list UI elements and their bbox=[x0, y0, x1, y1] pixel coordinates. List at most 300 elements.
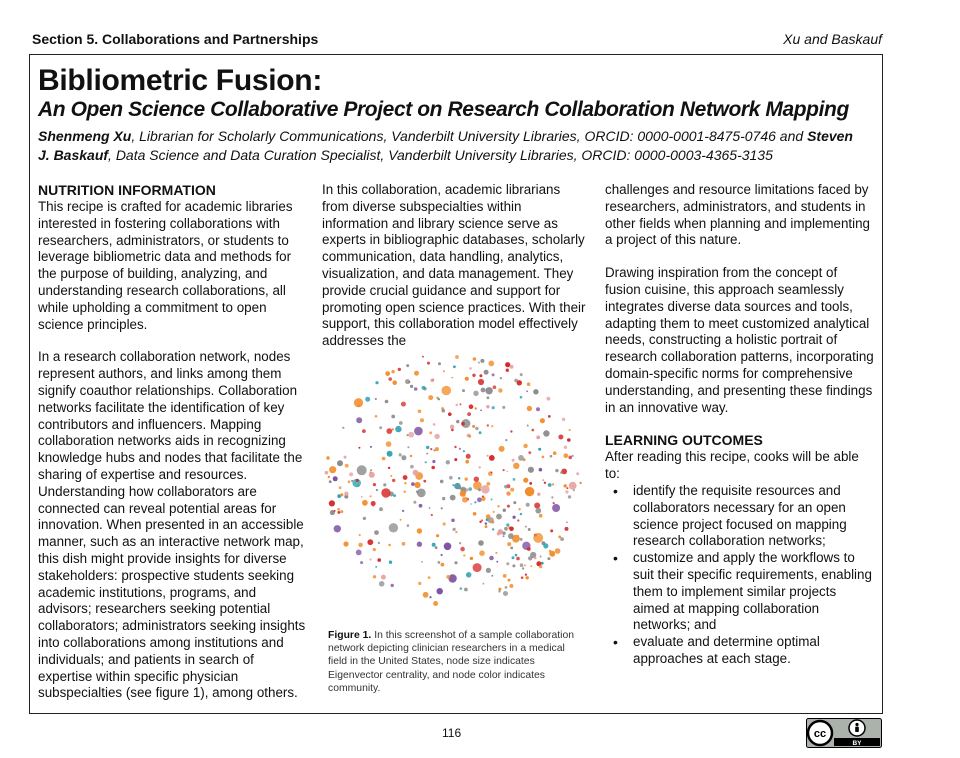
network-node bbox=[410, 385, 413, 388]
network-node bbox=[525, 526, 527, 528]
network-node bbox=[520, 538, 523, 541]
network-node bbox=[428, 576, 431, 579]
network-node bbox=[339, 486, 342, 489]
network-node bbox=[496, 514, 502, 520]
network-node bbox=[413, 501, 416, 504]
network-node bbox=[387, 451, 393, 457]
network-node bbox=[527, 425, 529, 427]
network-node bbox=[507, 542, 511, 546]
network-node bbox=[566, 521, 568, 523]
network-node bbox=[455, 531, 457, 533]
network-node bbox=[455, 355, 459, 359]
network-node bbox=[469, 367, 472, 370]
network-node bbox=[451, 377, 453, 379]
cc-text: cc bbox=[813, 728, 827, 740]
network-node bbox=[481, 519, 483, 521]
network-node bbox=[492, 528, 494, 530]
network-node bbox=[334, 525, 341, 532]
network-node bbox=[414, 371, 419, 376]
network-node bbox=[375, 566, 377, 568]
network-node bbox=[479, 374, 482, 377]
network-node bbox=[349, 472, 353, 476]
network-node bbox=[491, 521, 494, 524]
network-node bbox=[502, 406, 505, 409]
network-node bbox=[414, 387, 418, 391]
page-number: 116 bbox=[442, 726, 462, 740]
network-node bbox=[470, 557, 473, 560]
network-node bbox=[448, 574, 456, 582]
network-node bbox=[480, 359, 484, 363]
network-node bbox=[399, 421, 403, 425]
network-node bbox=[429, 507, 431, 509]
network-node bbox=[358, 543, 363, 548]
network-node bbox=[392, 479, 395, 482]
network-node bbox=[351, 480, 353, 482]
network-node bbox=[560, 471, 563, 474]
network-node bbox=[390, 475, 392, 477]
network-node bbox=[509, 527, 514, 532]
network-node bbox=[464, 588, 468, 592]
network-node bbox=[421, 561, 423, 563]
network-node bbox=[358, 405, 361, 408]
network-node bbox=[326, 456, 329, 459]
figure-label: Figure 1. bbox=[328, 630, 372, 641]
network-node bbox=[486, 405, 489, 408]
network-node bbox=[388, 467, 390, 469]
network-node bbox=[377, 558, 381, 562]
network-node bbox=[479, 550, 485, 556]
network-node bbox=[563, 453, 568, 458]
network-node bbox=[391, 584, 394, 587]
network-node bbox=[385, 400, 389, 404]
network-node bbox=[488, 361, 494, 367]
network-node bbox=[356, 550, 362, 556]
network-node bbox=[423, 592, 429, 598]
learning-outcomes-intro: After reading this recipe, cooks will be able to: bbox=[605, 449, 859, 482]
network-node bbox=[565, 490, 568, 493]
network-node bbox=[568, 495, 571, 498]
network-node bbox=[513, 478, 516, 481]
network-node bbox=[426, 453, 428, 455]
network-node bbox=[417, 528, 422, 533]
network-node bbox=[576, 472, 579, 475]
network-node bbox=[566, 487, 568, 489]
network-node bbox=[517, 519, 519, 521]
network-node bbox=[454, 446, 456, 448]
network-node bbox=[367, 539, 373, 545]
column-right bbox=[605, 182, 875, 668]
network-node bbox=[475, 427, 478, 430]
network-node bbox=[474, 477, 479, 482]
network-node bbox=[567, 438, 571, 442]
network-node bbox=[539, 468, 543, 472]
network-node bbox=[565, 527, 569, 531]
nutrition-heading: NUTRITION INFORMATION bbox=[38, 182, 216, 198]
network-node bbox=[344, 456, 347, 459]
network-node bbox=[370, 446, 372, 448]
network-node bbox=[504, 527, 508, 531]
network-node bbox=[536, 436, 540, 440]
network-node bbox=[506, 369, 509, 372]
network-node bbox=[523, 478, 528, 483]
network-node bbox=[473, 512, 477, 516]
network-node bbox=[539, 565, 542, 568]
network-node bbox=[473, 391, 478, 396]
network-node bbox=[539, 514, 543, 518]
network-node bbox=[533, 389, 538, 394]
network-node bbox=[543, 430, 549, 436]
network-node bbox=[534, 557, 537, 560]
network-node bbox=[446, 460, 450, 464]
network-node bbox=[430, 448, 432, 450]
network-node bbox=[343, 541, 348, 546]
network-node bbox=[493, 511, 495, 513]
network-node bbox=[538, 448, 541, 451]
network-node bbox=[432, 460, 435, 463]
network-node bbox=[446, 575, 450, 579]
nutrition-paragraph-1: This recipe is crafted for academic libraries interested in fostering collaborations with researchers, administrators, or students to leverage bibliometric data and methods for the purpose of building, analyzing, and understanding research collaborations, all while upholding a commitment to open science principles. bbox=[38, 199, 293, 332]
network-node bbox=[542, 456, 545, 459]
network-node bbox=[455, 484, 458, 487]
network-node bbox=[375, 398, 377, 400]
network-node bbox=[478, 488, 481, 491]
network-node bbox=[411, 482, 415, 486]
author-line bbox=[38, 127, 868, 165]
network-node bbox=[473, 563, 482, 572]
network-node bbox=[448, 412, 452, 416]
network-node bbox=[564, 446, 567, 449]
network-node bbox=[500, 377, 502, 379]
network-node bbox=[356, 479, 359, 482]
network-node bbox=[389, 523, 398, 532]
network-node bbox=[435, 546, 438, 549]
network-node bbox=[381, 488, 390, 497]
running-authors: Xu and Baskauf bbox=[783, 31, 882, 47]
network-node bbox=[467, 412, 471, 416]
collaboration-network-figure bbox=[322, 344, 586, 616]
network-node bbox=[531, 429, 534, 432]
network-node bbox=[483, 583, 485, 585]
network-node bbox=[492, 373, 495, 376]
network-node bbox=[478, 362, 480, 364]
network-node bbox=[486, 568, 491, 573]
network-node bbox=[524, 565, 526, 567]
network-node bbox=[562, 418, 565, 421]
column-middle bbox=[322, 182, 588, 350]
network-node bbox=[407, 524, 410, 527]
network-node bbox=[383, 483, 386, 486]
network-node bbox=[333, 476, 338, 481]
network-node bbox=[547, 397, 551, 401]
network-node bbox=[534, 503, 540, 509]
network-node bbox=[388, 544, 390, 546]
network-node bbox=[337, 508, 340, 511]
outcome-item: • identify the requisite resources and collaborators necessary for an open science project focused on mapping research collaboration networks; bbox=[605, 483, 875, 550]
network-node bbox=[486, 514, 491, 519]
figure-caption bbox=[328, 629, 586, 695]
network-node bbox=[426, 446, 429, 449]
network-node bbox=[520, 563, 524, 567]
page-title: Bibliometric Fusion: bbox=[38, 64, 323, 97]
network-node bbox=[553, 502, 555, 504]
network-node bbox=[385, 371, 390, 376]
network-node bbox=[379, 507, 383, 511]
network-node bbox=[458, 486, 461, 489]
network-node bbox=[362, 500, 368, 506]
figure-caption-text: In this screenshot of a sample collaboration network depicting clinician researchers in a medical field in the United States, node size indicates Eigenvector centrality, and node color indicates community. bbox=[328, 630, 575, 694]
network-node bbox=[516, 557, 520, 561]
network-node bbox=[508, 533, 514, 539]
network-node bbox=[423, 480, 426, 483]
outcome-item: • customize and apply the workflows to suit their specific requirements, enabling them to implement similar projects aimed at mapping collaboration networks; and bbox=[605, 550, 875, 634]
network-node bbox=[512, 556, 515, 559]
network-node bbox=[529, 482, 532, 485]
network-node bbox=[437, 588, 443, 594]
network-node bbox=[401, 455, 406, 460]
network-node bbox=[505, 586, 508, 589]
network-node bbox=[370, 558, 372, 560]
author-2-role: , Data Science and Data Curation Specialist, Vanderbilt University Libraries, ORCID: 0000-0003-4365-3135 bbox=[108, 147, 773, 163]
network-node bbox=[525, 487, 534, 496]
network-node bbox=[506, 491, 510, 495]
network-node bbox=[468, 435, 471, 438]
nutrition-paragraph-2: In a research collaboration network, nodes represent authors, and links among them signify coauthor relationships. Collaboration networks facilitate the identification of key contributors and influencers. Mapping collaboration networks aids in recognizing knowledge hubs and nodes that facilitate the sharing of expertise and resources. Understanding how collaborators are connected can reveal potential areas for innovation. When presented in an accessible manner, such as an interactive network map, this dish might provide insights for diverse stakeholders: prospective students seeking academic institutions, programs, and advisors; researchers seeking potential collaborators; administrators seeking insights into collaborations among institutions and individuals; and patients in search of expertise within specific physician subspecialties (see figure 1), among others. bbox=[38, 349, 306, 701]
network-node bbox=[552, 504, 560, 512]
network-node bbox=[493, 385, 497, 389]
network-node bbox=[485, 522, 487, 524]
network-node bbox=[462, 389, 465, 392]
network-node bbox=[512, 564, 515, 567]
network-node bbox=[392, 428, 394, 430]
network-node bbox=[414, 482, 420, 488]
network-node bbox=[345, 464, 349, 468]
network-node bbox=[491, 499, 493, 501]
network-node bbox=[486, 482, 490, 486]
network-node bbox=[417, 542, 422, 547]
network-node bbox=[468, 487, 472, 491]
network-node bbox=[513, 501, 516, 504]
network-node bbox=[407, 446, 409, 448]
by-text: BY bbox=[852, 740, 862, 747]
network-node bbox=[503, 574, 507, 578]
network-node bbox=[472, 425, 475, 428]
network-node bbox=[373, 483, 376, 486]
network-node bbox=[431, 514, 433, 516]
network-node bbox=[453, 528, 456, 531]
network-node bbox=[491, 575, 493, 577]
author-1-role: , Librarian for Scholarly Communications, Vanderbilt University Libraries, ORCID: 0000-0001-8475-0746 and bbox=[131, 128, 808, 144]
network-node bbox=[359, 534, 361, 536]
network-node bbox=[370, 469, 372, 471]
network-node bbox=[555, 469, 558, 472]
page-subtitle: An Open Science Collaborative Project on Research Collaboration Network Mapping bbox=[38, 98, 849, 121]
network-node bbox=[440, 480, 444, 484]
network-node bbox=[401, 402, 406, 407]
network-node bbox=[523, 444, 527, 448]
network-node bbox=[498, 588, 501, 591]
network-node bbox=[342, 427, 344, 429]
network-node bbox=[460, 491, 466, 497]
network-node bbox=[480, 409, 482, 411]
network-node bbox=[553, 451, 557, 455]
network-node bbox=[513, 516, 516, 519]
network-node bbox=[438, 561, 441, 564]
network-node bbox=[442, 386, 452, 396]
network-node bbox=[540, 556, 542, 558]
network-node bbox=[473, 357, 477, 361]
network-node bbox=[465, 460, 469, 464]
network-node bbox=[568, 456, 572, 460]
network-node bbox=[487, 455, 489, 457]
network-node bbox=[510, 430, 512, 432]
network-node bbox=[484, 370, 489, 375]
right-paragraph-2: Drawing inspiration from the concept of fusion cuisine, this approach seamlessly integrates diverse data sources and tools, adapting them to meet customized analytical needs, constructing a holistic portrait of research collaboration patterns, incorporating domain-specific norms for comprehensive understanding, and presenting these findings in an innovative way. bbox=[605, 265, 874, 415]
network-node bbox=[450, 495, 456, 501]
network-node bbox=[522, 567, 524, 569]
network-node bbox=[550, 529, 553, 532]
network-node bbox=[371, 501, 376, 506]
network-node bbox=[555, 548, 561, 554]
network-node bbox=[442, 497, 445, 500]
network-node bbox=[329, 466, 336, 473]
network-node bbox=[481, 388, 486, 393]
network-node bbox=[479, 431, 482, 434]
network-node bbox=[348, 480, 351, 483]
network-node bbox=[520, 396, 523, 399]
network-node bbox=[338, 511, 341, 514]
network-node bbox=[551, 496, 553, 498]
network-node bbox=[479, 466, 481, 468]
network-node bbox=[508, 579, 511, 582]
network-node bbox=[357, 465, 367, 475]
network-node bbox=[362, 429, 366, 433]
network-node bbox=[465, 477, 468, 480]
network-node bbox=[370, 471, 372, 473]
network-node bbox=[496, 561, 498, 563]
network-node bbox=[548, 483, 552, 487]
network-node bbox=[527, 406, 532, 411]
network-node bbox=[548, 415, 551, 418]
network-node bbox=[506, 523, 509, 526]
network-node bbox=[543, 543, 548, 548]
network-node bbox=[498, 529, 503, 534]
network-node bbox=[441, 554, 443, 556]
network-node bbox=[487, 396, 490, 399]
network-node bbox=[435, 447, 439, 451]
network-node bbox=[470, 503, 472, 505]
network-node bbox=[458, 477, 460, 479]
network-node bbox=[487, 424, 489, 426]
network-node bbox=[444, 543, 452, 551]
network-node bbox=[442, 409, 446, 413]
network-node bbox=[386, 441, 392, 447]
network-node bbox=[527, 547, 531, 551]
network-node bbox=[434, 434, 439, 439]
network-node bbox=[438, 362, 441, 365]
network-node bbox=[481, 497, 485, 501]
column-left bbox=[38, 182, 306, 702]
network-node bbox=[552, 483, 554, 485]
network-node bbox=[379, 426, 382, 429]
network-node bbox=[498, 590, 500, 592]
network-node bbox=[413, 470, 419, 476]
network-node bbox=[477, 497, 482, 502]
network-node bbox=[481, 485, 490, 494]
network-node bbox=[388, 377, 392, 381]
network-node bbox=[504, 485, 508, 489]
network-node bbox=[503, 535, 505, 537]
network-node bbox=[329, 480, 332, 483]
network-node bbox=[560, 537, 564, 541]
network-node bbox=[506, 471, 508, 473]
network-node bbox=[466, 572, 472, 578]
network-node bbox=[542, 479, 544, 481]
network-node bbox=[422, 356, 424, 358]
network-node bbox=[410, 455, 412, 457]
network-node bbox=[459, 542, 461, 544]
network-node bbox=[454, 458, 457, 461]
network-node bbox=[526, 390, 528, 392]
network-node bbox=[422, 386, 426, 390]
network-node bbox=[427, 362, 430, 365]
network-node bbox=[510, 547, 513, 550]
network-node bbox=[526, 503, 530, 507]
network-node bbox=[512, 459, 515, 462]
network-node bbox=[420, 418, 424, 422]
network-node bbox=[469, 404, 474, 409]
network-node bbox=[513, 463, 519, 469]
network-node bbox=[489, 455, 495, 461]
network-node bbox=[460, 587, 463, 590]
network-node bbox=[337, 460, 343, 466]
cc-by-license-badge[interactable] bbox=[806, 718, 882, 748]
network-node bbox=[466, 454, 471, 459]
network-node bbox=[520, 513, 522, 515]
network-node bbox=[462, 497, 468, 503]
network-node bbox=[361, 496, 363, 498]
network-node bbox=[506, 562, 509, 565]
right-paragraph-1: challenges and resource limitations faced by researchers, administrators, and students in other fields when planning and implementing a project of this nature. bbox=[605, 182, 871, 248]
network-node bbox=[404, 491, 406, 493]
network-node bbox=[478, 379, 484, 385]
network-node bbox=[515, 554, 518, 557]
network-node bbox=[378, 542, 380, 544]
network-node bbox=[517, 535, 519, 537]
network-node bbox=[579, 482, 581, 484]
network-node bbox=[540, 418, 545, 423]
network-node bbox=[497, 505, 499, 507]
network-node bbox=[503, 469, 505, 471]
network-node bbox=[520, 373, 523, 376]
network-node bbox=[441, 563, 445, 567]
network-node bbox=[432, 543, 436, 547]
network-node bbox=[518, 508, 520, 510]
network-node bbox=[472, 374, 475, 377]
network-node bbox=[465, 377, 469, 381]
section-header: Section 5. Collaborations and Partnerships bbox=[32, 31, 319, 47]
network-node bbox=[456, 420, 459, 423]
network-node bbox=[451, 519, 455, 523]
network-node bbox=[429, 596, 431, 598]
network-node bbox=[391, 370, 394, 373]
network-node bbox=[536, 407, 540, 411]
network-node bbox=[340, 493, 343, 496]
network-node bbox=[418, 582, 421, 585]
network-node bbox=[404, 482, 406, 484]
network-node bbox=[503, 509, 506, 512]
network-node bbox=[436, 534, 439, 537]
learning-outcomes-list bbox=[605, 483, 875, 668]
